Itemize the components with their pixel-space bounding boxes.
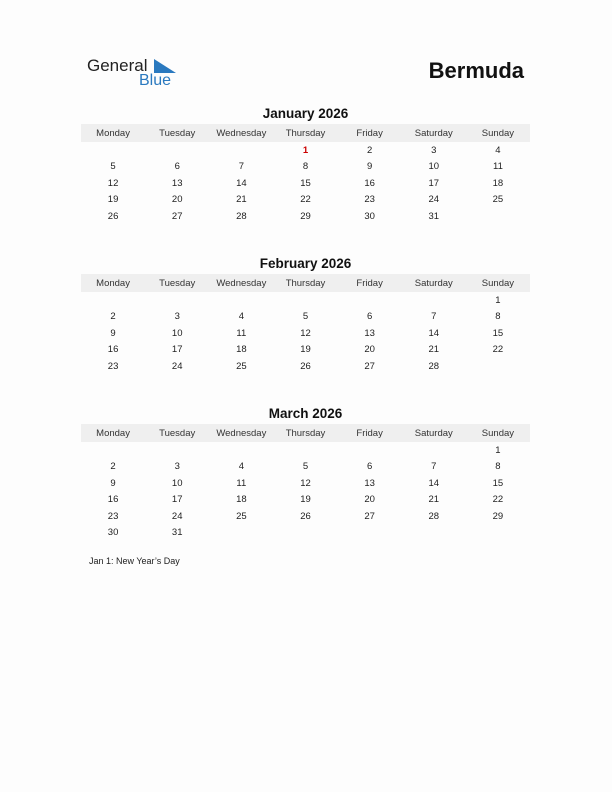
day-cell: 22: [492, 494, 504, 506]
day-cell: 19: [300, 344, 311, 356]
day-cell: 27: [364, 360, 375, 372]
day-cell: 28: [428, 510, 440, 522]
weekday-header: Friday: [338, 124, 402, 142]
weekday-header-row: [81, 274, 530, 292]
empty-day-cell: [338, 525, 402, 542]
day-cell: 18: [236, 344, 247, 356]
holiday-notes: [89, 556, 180, 566]
day-cell: 11: [492, 161, 503, 173]
day-cell: 15: [300, 177, 311, 189]
calendar-grid: [81, 424, 530, 541]
day-cell: 12: [107, 177, 119, 189]
week-row: [81, 342, 530, 359]
weekday-header: Tuesday: [145, 274, 209, 292]
day-cell: 18: [492, 177, 504, 189]
day-cell: 23: [107, 360, 119, 372]
day-cell: 20: [364, 494, 375, 506]
day-cell: 3: [174, 311, 180, 323]
empty-day-cell: [209, 525, 273, 542]
weekday-header: Friday: [338, 274, 402, 292]
empty-day-cell: [273, 525, 337, 542]
day-cell: 3: [431, 144, 437, 156]
month-calendar-january: [81, 106, 530, 225]
week-row: [81, 142, 530, 159]
day-cell: 6: [174, 161, 180, 173]
day-cell: 7: [431, 311, 437, 323]
logo-triangle-icon: [154, 59, 176, 73]
day-cell: 16: [107, 494, 119, 506]
day-cell: 20: [364, 344, 375, 356]
day-cell: 31: [171, 527, 183, 539]
weekday-header: Monday: [81, 274, 145, 292]
day-cell: 2: [110, 461, 116, 473]
logo-text-blue: Blue: [139, 72, 172, 89]
day-cell: 14: [428, 477, 440, 489]
weekday-header: Saturday: [402, 274, 466, 292]
empty-day-cell: [466, 358, 530, 375]
day-cell: 9: [110, 477, 116, 489]
day-cell: 30: [107, 527, 119, 539]
month-title: March 2026: [268, 406, 343, 421]
day-cell: 11: [236, 477, 247, 489]
day-cell: 15: [492, 477, 504, 489]
day-cell: 17: [428, 177, 440, 189]
day-cell: 24: [428, 194, 440, 206]
day-cell: 15: [492, 327, 504, 339]
empty-day-cell: [209, 292, 273, 309]
week-row: [81, 475, 530, 492]
calendar-grid: [81, 274, 530, 375]
holiday-note: Jan 1: New Year’s Day: [89, 556, 180, 566]
day-cell: 19: [300, 494, 311, 506]
week-row: [81, 159, 530, 176]
day-cell: 29: [300, 210, 311, 222]
weekday-header-row: [81, 424, 530, 442]
day-cell: 27: [364, 510, 375, 522]
empty-day-cell: [209, 442, 273, 459]
day-cell: 22: [300, 194, 311, 206]
weekday-header: Thursday: [273, 274, 337, 292]
day-cell: 7: [431, 461, 437, 473]
weekday-header: Saturday: [402, 124, 466, 142]
day-cell: 6: [366, 461, 373, 473]
empty-day-cell: [402, 292, 466, 309]
day-cell: 9: [366, 161, 373, 173]
day-cell: 26: [300, 510, 311, 522]
week-row: [81, 442, 530, 459]
weekday-header: Wednesday: [209, 274, 273, 292]
day-cell: 1: [495, 294, 501, 306]
logo-text-general: General: [87, 56, 148, 75]
day-cell: 10: [171, 327, 183, 339]
day-cell: 6: [366, 311, 373, 323]
day-cell: 23: [107, 510, 119, 522]
weekday-header: Thursday: [273, 124, 337, 142]
weekday-header: Tuesday: [145, 424, 209, 442]
day-cell: 2: [366, 144, 373, 156]
day-cell: 3: [174, 461, 180, 473]
week-row: [81, 325, 530, 342]
day-cell: 4: [238, 311, 244, 323]
day-cell: 16: [107, 344, 119, 356]
day-cell: 10: [171, 477, 183, 489]
day-cell: 25: [236, 510, 247, 522]
day-cell: 30: [364, 210, 375, 222]
empty-day-cell: [273, 442, 337, 459]
day-cell: 13: [364, 327, 375, 339]
month-calendar-february: [81, 256, 530, 375]
day-cell: 17: [171, 344, 183, 356]
day-cell: 21: [236, 194, 247, 206]
day-cell: 2: [110, 311, 116, 323]
empty-day-cell: [145, 442, 209, 459]
day-cell: 13: [171, 177, 183, 189]
day-cell: 28: [428, 360, 440, 372]
empty-day-cell: [145, 292, 209, 309]
generalblue-logo: [87, 56, 187, 92]
day-cell: 8: [302, 161, 309, 173]
week-row: [81, 358, 530, 375]
day-cell: 5: [302, 311, 309, 323]
day-cell: 17: [171, 494, 183, 506]
day-cell: 7: [238, 161, 244, 173]
day-cell: 12: [300, 327, 311, 339]
empty-day-cell: [402, 442, 466, 459]
weekday-header-row: [81, 124, 530, 142]
weekday-header: Friday: [338, 424, 402, 442]
empty-day-cell: [338, 292, 402, 309]
day-cell: 12: [300, 477, 311, 489]
day-cell: 22: [492, 344, 504, 356]
day-cell: 14: [428, 327, 440, 339]
day-cell: 24: [171, 510, 183, 522]
day-cell: 28: [236, 210, 247, 222]
week-row: [81, 525, 530, 542]
day-cell: 20: [171, 194, 183, 206]
day-cell: 23: [364, 194, 375, 206]
week-row: [81, 208, 530, 225]
day-cell: 4: [495, 144, 501, 156]
empty-day-cell: [81, 442, 145, 459]
empty-day-cell: [273, 292, 337, 309]
day-cell: 18: [236, 494, 247, 506]
day-cell: 10: [428, 161, 440, 173]
week-row: [81, 492, 530, 509]
day-cell: 8: [495, 311, 501, 323]
empty-day-cell: [338, 442, 402, 459]
week-row: [81, 508, 530, 525]
empty-day-cell: [209, 142, 273, 159]
weekday-header: Wednesday: [209, 424, 273, 442]
week-row: [81, 192, 530, 209]
month-calendar-march: [81, 406, 530, 541]
day-cell: 31: [428, 210, 440, 222]
empty-day-cell: [81, 292, 145, 309]
day-cell: 9: [110, 327, 116, 339]
week-row: [81, 292, 530, 309]
month-title: January 2026: [262, 106, 349, 121]
day-cell: 1: [495, 444, 501, 456]
weekday-header: Sunday: [466, 124, 530, 142]
day-cell: 5: [110, 161, 116, 173]
day-cell: 19: [107, 194, 119, 206]
calendar-grid: [81, 124, 530, 225]
weekday-header: Saturday: [402, 424, 466, 442]
day-cell: 5: [302, 461, 309, 473]
weekday-header: Sunday: [466, 424, 530, 442]
day-cell: 26: [107, 210, 119, 222]
week-row: [81, 175, 530, 192]
empty-day-cell: [466, 525, 530, 542]
empty-day-cell: [466, 208, 530, 225]
weekday-header: Wednesday: [209, 124, 273, 142]
day-cell: 4: [238, 461, 244, 473]
empty-day-cell: [81, 142, 145, 159]
day-cell: 24: [171, 360, 183, 372]
weekday-header: Monday: [81, 424, 145, 442]
week-row: [81, 309, 530, 326]
day-cell: 25: [236, 360, 247, 372]
day-cell: 1: [302, 144, 309, 156]
country-title: Bermuda: [428, 58, 524, 83]
day-cell: 8: [495, 461, 501, 473]
month-title: February 2026: [259, 256, 352, 271]
day-cell: 26: [300, 360, 311, 372]
day-cell: 25: [492, 194, 504, 206]
weekday-header: Sunday: [466, 274, 530, 292]
week-row: [81, 459, 530, 476]
empty-day-cell: [402, 525, 466, 542]
day-cell: 21: [428, 494, 440, 506]
day-cell: 16: [364, 177, 375, 189]
weekday-header: Tuesday: [145, 124, 209, 142]
day-cell: 29: [492, 510, 504, 522]
day-cell: 11: [236, 327, 247, 339]
empty-day-cell: [145, 142, 209, 159]
day-cell: 21: [428, 344, 440, 356]
weekday-header: Thursday: [273, 424, 337, 442]
weekday-header: Monday: [81, 124, 145, 142]
day-cell: 13: [364, 477, 375, 489]
day-cell: 27: [171, 210, 183, 222]
day-cell: 14: [236, 177, 247, 189]
